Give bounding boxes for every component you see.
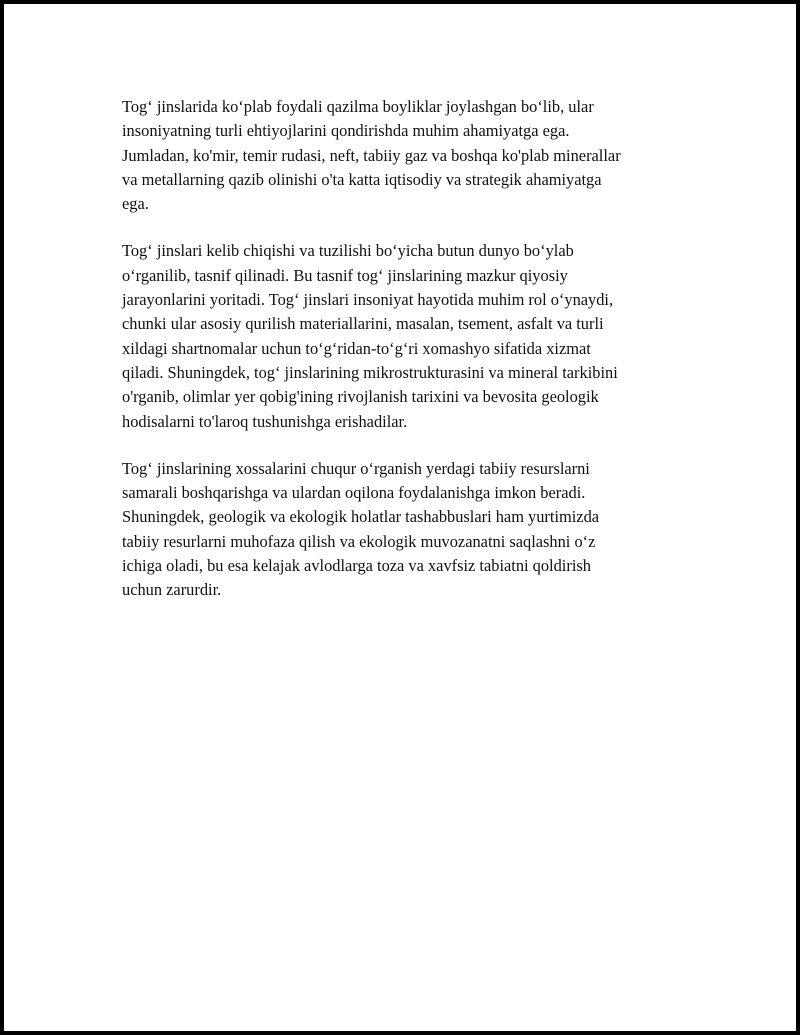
text-line: xildagi shartnomalar uchun to‘g‘ridan-to‘g‘ri xomashyo sifatida xizmat <box>122 338 591 358</box>
text-line: hodisalarni to'laroq tushunishga erishadilar. <box>122 411 408 431</box>
text-line: o‘rganilib, tasnif qilinadi. Bu tasnif tog‘ jinslarining mazkur qiyosiy <box>122 265 568 285</box>
text-line: chunki ular asosiy qurilish materiallarini, masalan, tsement, asfalt va turli <box>122 314 604 334</box>
paragraph-2 <box>122 239 694 433</box>
text-line: Jumladan, ko'mir, temir rudasi, neft, tabiiy gaz va boshqa ko'plab minerallar <box>122 145 621 165</box>
text-line: Tog‘ jinslarining xossalarini chuqur o‘rganish yerdagi tabiiy resurslarni <box>122 458 590 478</box>
text-line: Tog‘ jinslarida ko‘plab foydali qazilma boyliklar joylashgan bo‘lib, ular <box>122 97 594 116</box>
paragraph-3 <box>122 457 694 603</box>
text-line: ega. <box>122 194 149 214</box>
text-line: va metallarning qazib olinishi o'ta katta iqtisodiy va strategik ahamiyatga <box>122 169 602 189</box>
text-line: qiladi. Shuningdek, tog‘ jinslarining mikrostrukturasini va mineral tarkibini <box>122 362 618 382</box>
paragraph-1 <box>122 95 694 216</box>
text-line: samarali boshqarishga va ulardan oqilona foydalanishga imkon beradi. <box>122 483 586 503</box>
text-line: Tog‘ jinslari kelib chiqishi va tuzilishi bo‘yicha butun dunyo bo‘ylab <box>122 241 574 261</box>
text-line: tabiiy resurlarni muhofaza qilish va ekologik muvozanatni saqlashni o‘z <box>122 531 596 551</box>
text-line: insoniyatning turli ehtiyojlarini qondirishda muhim ahamiyatga ega. <box>122 121 570 141</box>
document-body <box>122 95 694 626</box>
text-line: jarayonlarini yoritadi. Tog‘ jinslari insoniyat hayotida muhim rol o‘ynaydi, <box>122 290 614 310</box>
text-line: ichiga oladi, bu esa kelajak avlodlarga toza va xavfsiz tabiatni qoldirish <box>122 556 591 576</box>
text-line: uchun zarurdir. <box>122 580 222 600</box>
text-line: Shuningdek, geologik va ekologik holatlar tashabbuslari ham yurtimizda <box>122 507 600 527</box>
text-line: o'rganib, olimlar yer qobig'ining rivojlanish tarixini va bevosita geologik <box>122 387 599 407</box>
